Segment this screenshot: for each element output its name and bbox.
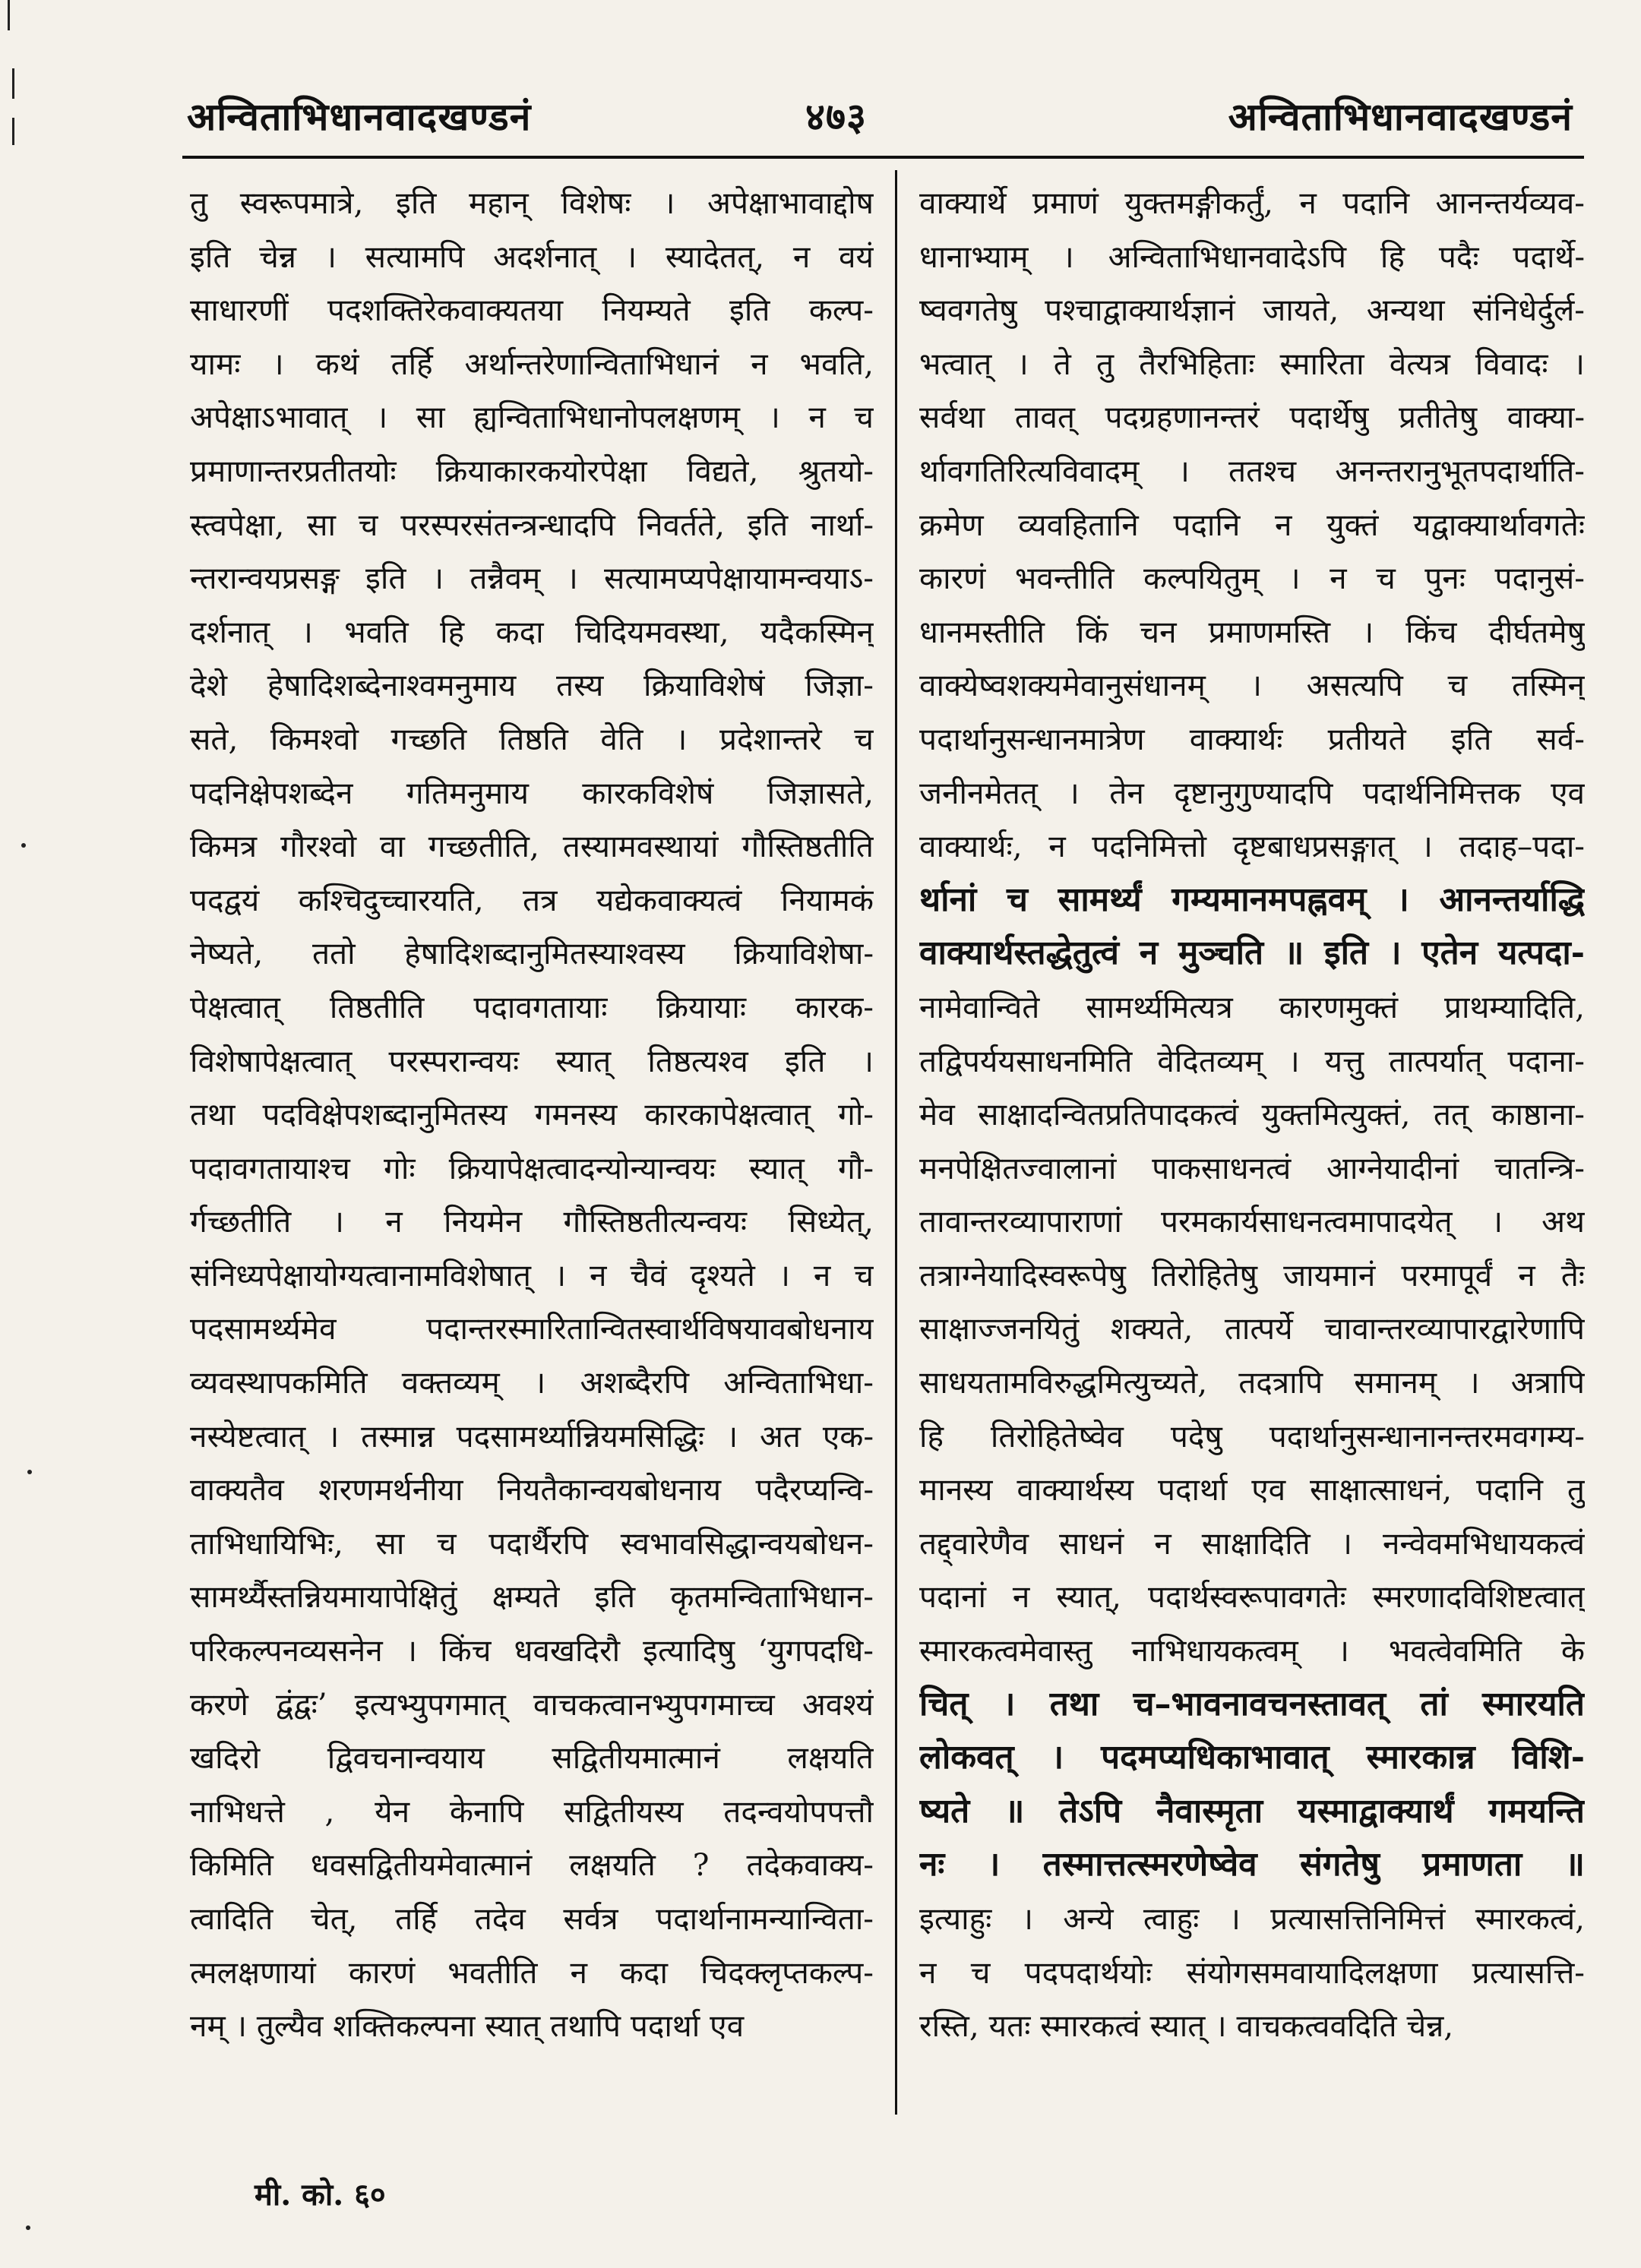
text-line: ष्ववगतेषु पश्चाद्वाक्यार्थज्ञानं जायते, अन्यथा संनिधेर्दुर्ल-: [919, 292, 1585, 329]
text-line: मनपेक्षितज्वालानां पाकसाधनत्वं आग्नेयादीनां चातन्त्रि-: [919, 1149, 1585, 1186]
margin-mark: [8, 0, 10, 30]
text-line: नम् । तुल्यैव शक्तिकल्पना स्यात् तथापि पदार्था एव: [190, 2007, 745, 2045]
right-column: [919, 176, 1585, 2053]
text-line: पदनिक्षेपशब्देन गतिमनुमाय कारकविशेषं जिज्ञासते,: [190, 774, 874, 811]
text-line: भत्वात् । ते तु तैरभिहिताः स्मारिता वेत्यत्र विवादः ।: [919, 345, 1585, 382]
text-line: पदानां न स्यात्, पदार्थस्वरूपावगतेः स्मरणादविशिष्टत्वात्: [919, 1578, 1585, 1616]
margin-mark: [12, 118, 14, 145]
text-line: हि तिरोहितेष्वेव पदेषु पदार्थानुसन्धानानन्तरमवगम्य-: [919, 1417, 1585, 1455]
text-line: नेष्यते, ततो हेषादिशब्दानुमितस्याश्वस्य क्रियाविशेषा-: [190, 935, 874, 972]
text-line: सते, किमश्वो गच्छति तिष्ठति वेति । प्रदेशान्तरे च: [190, 720, 874, 757]
text-line: साधारणीं पदशक्तिरेकवाक्यतया नियम्यते इति कल्प-: [190, 292, 874, 329]
text-line: ताभिधायिभिः, सा च पदार्थैरपि स्वभावसिद्धान्वयबोधन-: [190, 1524, 874, 1562]
text-line: धानाभ्याम् । अन्विताभिधानवादेऽपि हि पदैः पदार्थे-: [919, 238, 1585, 275]
text-line: त्वादिति चेत्, तर्हि तदेव सर्वत्र पदार्थानामन्यान्विता-: [190, 1900, 874, 1937]
text-line: स्मारकत्वमेवास्तु नाभिधायकत्वम् । भवत्वेवमिति के: [919, 1632, 1585, 1669]
text-line: विशेषापेक्षत्वात् परस्परान्वयः स्यात् तिष्ठत्यश्व इति ।: [190, 1042, 874, 1079]
text-line: पदार्थानुसन्धानमात्रेण वाक्यार्थः प्रतीयते इति सर्व-: [919, 720, 1585, 757]
text-line: न्तरान्वयप्रसङ्ग इति । तन्नैवम् । सत्यामप्यपेक्षायामन्वयाऽ-: [190, 560, 874, 597]
running-header-right: अन्विताभिधानवादखण्डनं: [1228, 94, 1573, 139]
text-line: जनीनमेतत् । तेन दृष्टानुगुण्यादपि पदार्थनिमित्तक एव: [919, 774, 1585, 811]
text-line: न च पदपदार्थयोः संयोगसमवायादिलक्षणा प्रत्यासत्ति-: [919, 1954, 1585, 1991]
margin-dot: [27, 1470, 32, 1474]
text-line: पदसामर्थ्यमेव पदान्तरस्मारितान्वितस्वार्थविषयावबोधनाय: [190, 1310, 874, 1347]
text-line: इति चेन्न । सत्यामपि अदर्शनात् । स्यादेतत्, न वयं: [190, 238, 874, 275]
text-line: तावान्तरव्यापाराणां परमकार्यसाधनत्वमापादयेत् । अथ: [919, 1203, 1585, 1240]
text-line: र्थावगतिरित्यविवादम् । ततश्च अनन्तरानुभूतपदार्थाति-: [919, 452, 1585, 489]
text-line: व्यवस्थापकमिति वक्तव्यम् । अशब्दैरपि अन्विताभिधा-: [190, 1364, 874, 1401]
text-line: मानस्य वाक्यार्थस्य पदार्था एव साक्षात्साधनं, पदानि तु: [919, 1471, 1585, 1508]
column-divider: [895, 170, 897, 2115]
text-line: वाक्येष्वशक्यमेवानुसंधानम् । असत्यपि च तस्मिन्: [919, 667, 1585, 704]
text-line: स्त्वपेक्षा, सा च परस्परसंतन्त्रन्धादपि निवर्तते, इति नार्था-: [190, 506, 874, 543]
text-line: तद्द्वारेणैव साधनं न साक्षादिति । नन्वेवमभिधायकत्वं: [919, 1524, 1585, 1562]
text-line: देशे हेषादिशब्देनाश्वमनुमाय तस्य क्रियाविशेषं जिज्ञा-: [190, 667, 874, 704]
text-line: सामर्थ्यैस्तन्नियमायापेक्षितुं क्षम्यते इति कृतमन्विताभिधान-: [190, 1578, 874, 1616]
text-line: अपेक्षाऽभावात् । सा ह्यन्विताभिधानोपलक्षणम् । न च: [190, 399, 874, 436]
text-line: पेक्षत्वात् तिष्ठतीति पदावगतायाः क्रियायाः कारक-: [190, 988, 874, 1025]
margin-dot: [21, 843, 26, 848]
text-line: यामः । कथं तर्हि अर्थान्तरेणान्विताभिधानं न भवति,: [190, 345, 874, 382]
left-column: [190, 176, 874, 2053]
verse-line: लोकवत् । पदमप्यधिकाभावात् स्मारकान्न विशि-: [919, 1738, 1585, 1777]
text-line: साक्षाज्जनयितुं शक्यते, तात्पर्ये चावान्तरव्यापारद्वारेणापि: [919, 1310, 1585, 1347]
text-line: इत्याहुः । अन्ये त्वाहुः । प्रत्यासत्तिनिमित्तं स्मारकत्वं,: [919, 1900, 1585, 1937]
text-line: तत्राग्नेयादिस्वरूपेषु तिरोहितेषु जायमानं परमापूर्वं न तैः: [919, 1256, 1585, 1294]
text-line: करणे द्वंद्वः’ इत्यभ्युपगमात् वाचकत्वानभ्युपगमाच्च अवश्यं: [190, 1685, 874, 1723]
text-line: नस्येष्टत्वात् । तस्मान्न पदसामर्थ्यान्नियमसिद्धिः । अत एक-: [190, 1417, 874, 1455]
text-line: रस्ति, यतः स्मारकत्वं स्यात् । वाचकत्ववदिति चेन्न,: [919, 2007, 1454, 2045]
verse-line: ष्यते ॥ तेऽपि नैवास्मृता यस्माद्वाक्यार्थं गमयन्ति: [919, 1791, 1585, 1831]
text-line: वाक्यतैव शरणमर्थनीया नियतैकान्वयबोधनाय पदैरप्यन्वि-: [190, 1471, 874, 1508]
running-header-left: अन्विताभिधानवादखण्डनं: [187, 94, 532, 139]
text-line: तद्विपर्ययसाधनमिति वेदितव्यम् । यत्तु तात्पर्यात् पदाना-: [919, 1042, 1585, 1079]
text-line: धानमस्तीति किं चन प्रमाणमस्ति । किंच दीर्घतमेषु: [919, 613, 1585, 650]
margin-mark: [12, 68, 14, 99]
text-line: खदिरो द्विवचनान्वयाय सद्वितीयमात्मानं लक्षयति: [190, 1739, 874, 1777]
signature-mark: मी. को. ६०: [255, 2177, 386, 2213]
text-line: प्रमाणान्तरप्रतीतयोः क्रियाकारकयोरपेक्षा विद्यते, श्रुतयो-: [190, 452, 874, 489]
text-line: परिकल्पनव्यसनेन । किंच धवखदिरौ इत्यादिषु ‘युगपदधि-: [190, 1632, 874, 1669]
text-line: दर्शनात् । भवति हि कदा चिदियमवस्था, यदैकस्मिन्: [190, 613, 874, 650]
margin-dot: [26, 2225, 30, 2230]
text-line: पदद्वयं कश्चिदुच्चारयति, तत्र यद्येकवाक्यत्वं नियामकं: [190, 881, 874, 918]
text-line: साधयतामविरुद्धमित्युच्यते, तदत्रापि समानम् । अत्रापि: [919, 1364, 1585, 1401]
text-line: किमिति धवसद्वितीयमेवात्मानं लक्षयति ? तदेकवाक्य-: [190, 1846, 874, 1884]
verse-line: वाक्यार्थस्तद्धेतुत्वं न मुञ्चति ॥ इति । एतेन यत्पदा-: [919, 933, 1585, 973]
text-line: र्गच्छतीति । न नियमेन गौस्तिष्ठतीत्यन्वयः सिध्येत्,: [190, 1203, 874, 1240]
text-line: त्मलक्षणायां कारणं भवतीति न कदा चिदक्लृप्तकल्प-: [190, 1954, 874, 1991]
text-line: वाक्यार्थः, न पदनिमित्तो दृष्टबाधप्रसङ्गात् । तदाह–पदा-: [919, 828, 1585, 865]
verse-line: चित् । तथा च–भावनावचनस्तावत् तां स्मारयति: [919, 1684, 1585, 1723]
text-line: किमत्र गौरश्वो वा गच्छतीति, तस्यामवस्थायां गौस्तिष्ठतीति: [190, 828, 874, 865]
text-line: पदावगतायाश्च गोः क्रियापेक्षत्वादन्योन्यान्वयः स्यात् गौ-: [190, 1149, 874, 1186]
page-number: ४७३: [805, 94, 867, 139]
text-line: वाक्यार्थे प्रमाणं युक्तमङ्गीकर्तुं, न पदानि आनन्तर्यव्यव-: [919, 185, 1585, 221]
text-line: तु स्वरूपमात्रे, इति महान् विशेषः । अपेक्षाभावाद्दोष: [190, 185, 874, 221]
text-line: नाभिधत्ते , येन केनापि सद्वितीयस्य तदन्वयोपपत्तौ: [190, 1793, 874, 1830]
text-line: संनिध्यपेक्षायोग्यत्वानामविशेषात् । न चैवं दृश्यते । न च: [190, 1256, 874, 1294]
header-rule: [182, 156, 1584, 159]
text-line: क्रमेण व्यवहितानि पदानि न युक्तं यद्वाक्यार्थावगतेः: [919, 506, 1585, 543]
text-line: तथा पदविक्षेपशब्दानुमितस्य गमनस्य कारकापेक्षत्वात् गो-: [190, 1096, 874, 1133]
text-line: सर्वथा तावत् पदग्रहणानन्तरं पदार्थेषु प्रतीतेषु वाक्या-: [919, 399, 1585, 436]
verse-line: र्थानां च सामर्थ्यं गम्यमानमपह्नवम् । आनन्तर्याद्धि: [919, 880, 1585, 919]
verse-line: नः । तस्मात्तत्स्मरणेष्वेव संगतेषु प्रमाणता ॥: [919, 1845, 1585, 1884]
text-line: कारणं भवन्तीति कल्पयितुम् । न च पुनः पदानुसं-: [919, 560, 1585, 597]
text-line: नामेवान्विते सामर्थ्यमित्यत्र कारणमुक्तं प्राथम्यादिति,: [919, 988, 1585, 1025]
text-line: मेव साक्षादन्वितप्रतिपादकत्वं युक्तमित्युक्तं, तत् काष्ठाना-: [919, 1096, 1585, 1133]
